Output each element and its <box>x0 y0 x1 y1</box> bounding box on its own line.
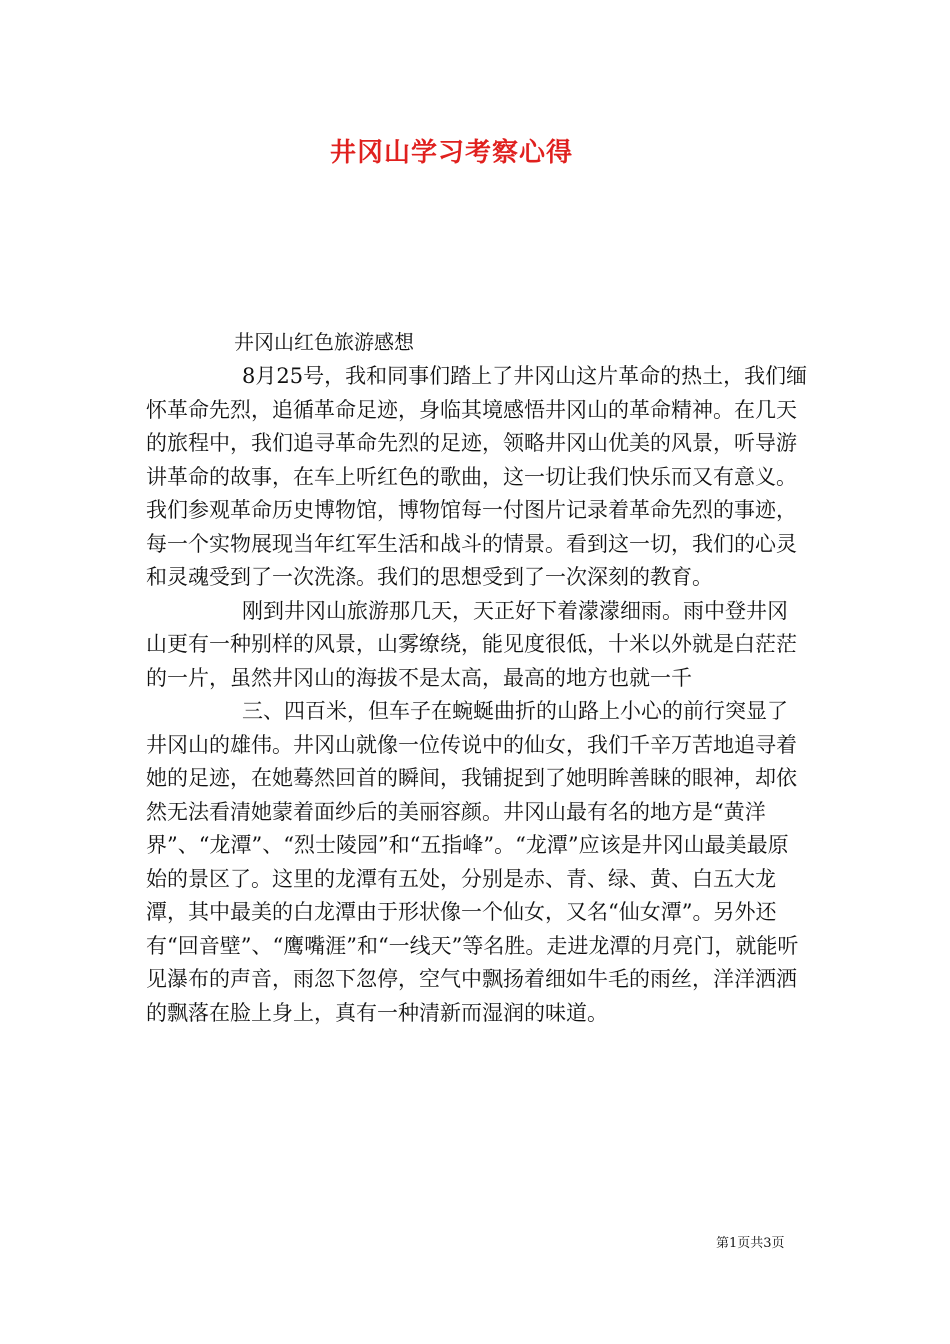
document-subtitle: 井冈山红色旅游感想 <box>234 330 414 354</box>
document-body <box>146 360 808 1030</box>
paragraph: 8月25号，我和同事们踏上了井冈山这片革命的热土，我们缅怀革命先烈，追循革命足迹，身临其境感悟井冈山的革命精神。在几天的旅程中，我们追寻革命先烈的足迹，领略井冈山优美的风景，听导游讲革命的故事，在车上听红色的歌曲，这一切让我们快乐而又有意义。我们参观革命历史博物馆，博物馆每一付图片记录着革命先烈的事迹，每一个实物展现当年红军生活和战斗的情景。看到这一切，我们的心灵和灵魂受到了一次洗涤。我们的思想受到了一次深刻的教育。 <box>146 364 808 589</box>
document-title: 井冈山学习考察心得 <box>330 138 574 168</box>
paragraph: 刚到井冈山旅游那几天，天正好下着濛濛细雨。雨中登井冈山更有一种别样的风景，山雾缭绕，能见度很低，十米以外就是白茫茫的一片，虽然井冈山的海拔不是太高，最高的地方也就一千 <box>146 598 797 690</box>
paragraph: 三、四百米，但车子在蜿蜒曲折的山路上小心的前行突显了井冈山的雄伟。井冈山就像一位传说中的仙女，我们千辛万苦地追寻着她的足迹，在她蓦然回首的瞬间，我铺捉到了她明眸善睐的眼神，却依然无法看清她蒙着面纱后的美丽容颜。井冈山最有名的地方是“黄洋界”、“龙潭”、“烈士陵园”和“五指峰”。“龙潭”应该是井冈山最美最原始的景区了。这里的龙潭有五处，分别是赤、青、绿、黄、白五大龙潭，其中最美的白龙潭由于形状像一个仙女，又名“仙女潭”。另外还有“回音壁”、“鹰嘴涯”和“一线天”等名胜。走进龙潭的月亮门，就能听见瀑布的声音，雨忽下忽停，空气中飘扬着细如牛毛的雨丝，洋洋洒洒的飘落在脸上身上，真有一种清新而湿润的味道。 <box>146 699 799 1025</box>
page-number-footer: 第1页共3页 <box>716 1236 785 1251</box>
